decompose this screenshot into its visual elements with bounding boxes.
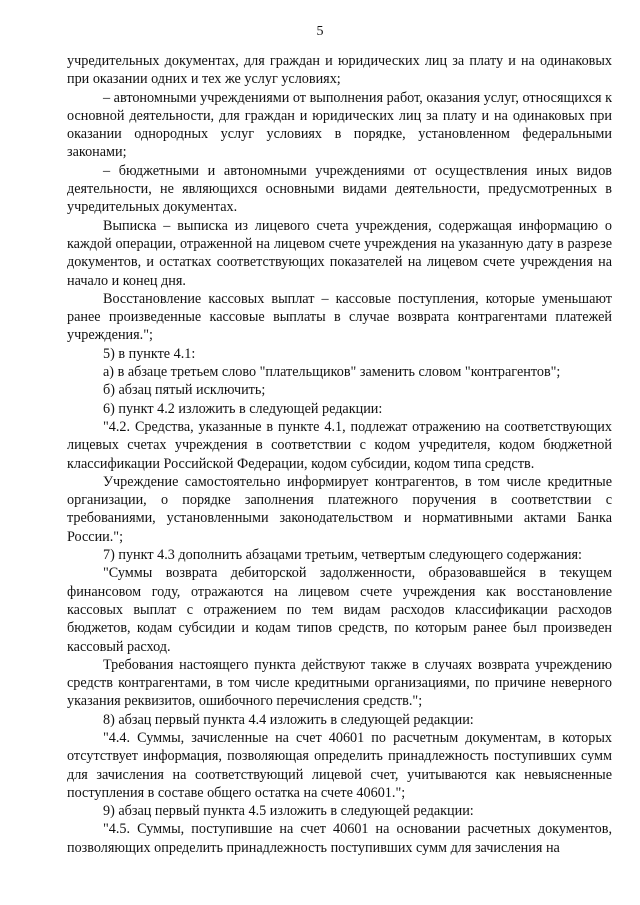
- paragraph-item-8: 8) абзац первый пункта 4.4 изложить в следующей редакции:: [103, 711, 474, 728]
- paragraph-item-6: 6) пункт 4.2 изложить в следующей редакции:: [103, 400, 383, 417]
- paragraph-clause-4-5: "4.5. Суммы, поступившие на счет 40601 на основании расчетных документов, позволяющих определить принадлежность поступивших сумм для зачисления на: [67, 821, 612, 856]
- paragraph-clause-4-2: "4.2. Средства, указанные в пункте 4.1, подлежат отражению на соответствующих лицевых счетах учреждения в соответствии с кодом учредителя, кодом бюджетной классификации Российской Федерации, кодом субсидии, кодом типа средств.: [67, 418, 612, 472]
- paragraph-budget-institutions: – бюджетными и автономными учреждениями от осуществления иных видов деятельности, не являющихся основными видами деятельности, предусмотренных в учредительных документах.: [67, 162, 612, 216]
- paragraph-item-5a: а) в абзаце третьем слово "плательщиков" заменить словом "контрагентов";: [103, 364, 561, 381]
- paragraph-clause-4-4: "4.4. Суммы, зачисленные на счет 40601 по расчетным документам, в которых отсутствует информация, позволяющая определить принадлежность поступивших сумм для зачисления на соответствующий лицевой счет, учитываются как невыясненные поступления в составе общего остатка на счете 40601.";: [67, 729, 612, 801]
- paragraph-item-9: 9) абзац первый пункта 4.5 изложить в следующей редакции:: [103, 803, 474, 820]
- page-number: 5: [316, 24, 324, 39]
- paragraph-item-5: 5) в пункте 4.1:: [103, 345, 196, 362]
- paragraph-requirements: Требования настоящего пункта действуют также в случаях возврата учреждению средств контрагентами, в том числе кредитными организациями, по причине неверного указания реквизитов, ошибочного перечисления средств.";: [67, 656, 612, 710]
- paragraph-item-7: 7) пункт 4.3 дополнить абзацами третьим, четвертым следующего содержания:: [103, 547, 582, 564]
- paragraph-receivables-return: "Суммы возврата дебиторской задолженности, образовавшейся в текущем финансовом году, отражаются на лицевом счете учреждения как восстановление кассовых выплат с отражением по тем видам расходов классификации расходов бюджетов, кодам субсидии и кодам типов средств, по которым ранее был произведен кассовый расход.: [67, 565, 612, 655]
- paragraph-item-5b: б) абзац пятый исключить;: [103, 382, 266, 399]
- paragraph-autonomous-institutions: – автономными учреждениями от выполнения работ, оказания услуг, относящихся к основной деятельности, для граждан и юридических лиц за плату и на одинаковых при оказании однородных услуг условиях в порядке, установленном федеральными законами;: [67, 89, 612, 161]
- paragraph-restoration-definition: Восстановление кассовых выплат – кассовые поступления, которые уменьшают ранее произведенные кассовые выплаты в случае возврата контрагентами платежей учреждения.";: [67, 290, 612, 344]
- document-body: [67, 52, 612, 857]
- paragraph-continuation: учредительных документах, для граждан и юридических лиц за плату и на одинаковых при оказании одних и тех же услуг условиях;: [67, 53, 612, 88]
- paragraph-institution-informs: Учреждение самостоятельно информирует контрагентов, в том числе кредитные организации, о порядке заполнения платежного поручения в соответствии с требованиями, установленными законодательством и нормативными актами Банка России.";: [67, 473, 612, 545]
- paragraph-statement-definition: Выписка – выписка из лицевого счета учреждения, содержащая информацию о каждой операции, отраженной на лицевом счете учреждения на указанную дату в разрезе документов, и остатках соответствующих показателей на лицевом счете учреждения на начало и конец дня.: [67, 217, 612, 289]
